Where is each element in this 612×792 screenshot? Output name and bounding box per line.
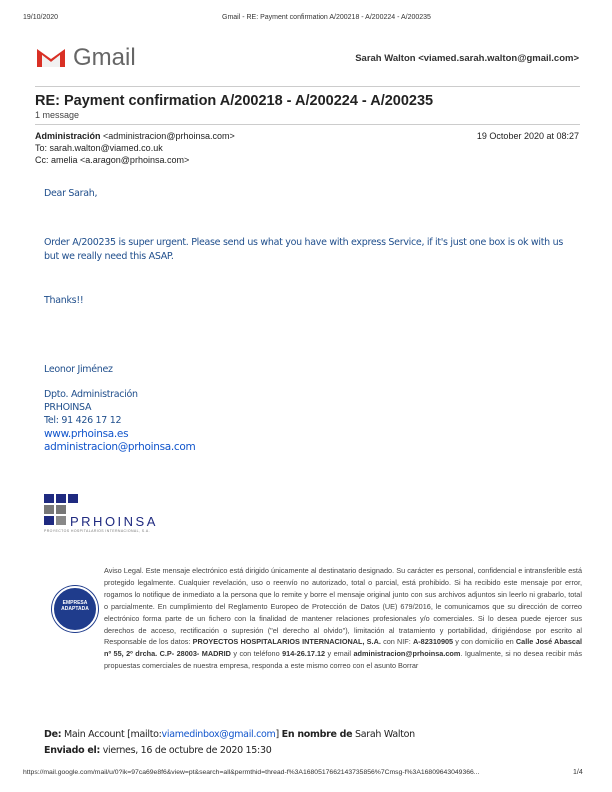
cc-line: Cc: amelia <a.aragon@prhoinsa.com> [35, 155, 190, 165]
legal-text: . Igualmente, si no desea recibir más propuestas comerciales de nuestra empresa, responda a este mismo correo con el asunto Borrar [104, 649, 583, 671]
signature-dept: Dpto. Administración [44, 389, 138, 400]
de-text: ] [275, 729, 279, 740]
divider [35, 86, 580, 87]
thanks: Thanks!! [44, 295, 84, 306]
sent-label: Enviado el: [44, 745, 100, 756]
legal-notice [104, 565, 582, 672]
greeting: Dear Sarah, [44, 188, 98, 199]
forward-sent [44, 745, 271, 756]
gmail-logo-text: Gmail [73, 44, 136, 71]
legal-company: PROYECTOS HOSPITALARIOS INTERNACIONAL, S.A. [192, 637, 381, 647]
de-text: Main Account [mailto: [63, 729, 162, 740]
signature-company: PRHOINSA [44, 402, 92, 413]
print-title: Gmail - RE: Payment confirmation A/200218 - A/200224 - A/200235 [222, 14, 431, 21]
sender-email: <administracion@prhoinsa.com> [103, 131, 235, 141]
message-count: 1 message [35, 110, 80, 120]
legal-text: con NIF: [383, 637, 411, 647]
on-behalf-name: Sarah Walton [355, 729, 415, 740]
prhoinsa-logo-subtext: PROYECTOS HOSPITALARIOS INTERNACIONAL, S.A. [44, 529, 150, 533]
signature-web-link[interactable]: www.prhoinsa.es [44, 428, 129, 440]
signature-tel: Tel: 91 426 17 12 [44, 415, 122, 426]
message-date: 19 October 2020 at 08:27 [476, 131, 579, 141]
divider [35, 124, 580, 125]
legal-text: y con domicilio en [455, 637, 514, 647]
to-line: To: sarah.walton@viamed.co.uk [35, 143, 163, 153]
print-url: https://mail.google.com/mail/u/0?ik=97ca69e8f6&view=pt&search=all&permthid=thread-f%3A1680517662143735856%7Cmsg-f%3A16809643049366... [23, 769, 480, 776]
legal-text: Aviso Legal. Este mensaje electrónico está dirigido únicamente al destinatario designado. Su carácter es personal, confidencial e intransferible está protegido legalmente. Cualquier revelación, uso o reenvío no autorizado, total o parcial, está prohibido. Si ha recibido este mensaje por error, rogamos lo notifique de inmediato a la persona que lo remite y borre el mensaje original junto con sus archivos adjuntos sin leerlo ni grabarlo, total o parcialmente. En cumplimiento del Reglamento Europeo de Protección de Datos (UE) 679/2016, le comunicamos que su dirección de correo electrónico forma parte de un fichero con la finalidad de mantener relaciones profesionales y/o comerciales. Si lo desea puede ejercer sus derechos de acceso, rectificación o supresión ("el derecho al olvido"), limitación al tratamiento y portabilidad, dirigiéndose por escrito al Responsable de los datos: [104, 566, 582, 647]
sent-date: viernes, 16 de octubre de 2020 15:30 [102, 745, 272, 756]
gmail-logo-icon [35, 45, 67, 69]
prhoinsa-logo-text: PRHOINSA [70, 514, 158, 529]
sender-name: Administración [35, 131, 101, 141]
de-label: De: [44, 729, 62, 740]
signature-email-link[interactable]: administracion@prhoinsa.com [44, 441, 196, 453]
account-label: Sarah Walton <viamed.sarah.walton@gmail.com> [355, 53, 579, 64]
legal-address: Calle José Abascal nº 55, 2º drcha. C.P- 28003- MADRID [104, 637, 583, 659]
mailto-link[interactable]: viamedinbox@gmail.com [161, 729, 276, 740]
forward-from [44, 729, 415, 740]
legal-nif: A-82310905 [412, 637, 454, 647]
on-behalf-label: En nombre de [281, 729, 353, 740]
subject: RE: Payment confirmation A/200218 - A/200224 - A/200235 [35, 93, 434, 109]
legal-phone: 914-26.17.12 [282, 649, 326, 659]
legal-email: administracion@prhoinsa.com [353, 649, 461, 659]
page-number: 1/4 [573, 769, 583, 776]
sender [35, 131, 235, 141]
body-paragraph: Order A/200235 is super urgent. Please send us what you have with express Service, if it's just one box is ok with us but we really need this ASAP. [44, 237, 563, 262]
legal-text: y con teléfono [233, 649, 280, 659]
signature-name: Leonor Jiménez [44, 364, 113, 375]
print-date: 19/10/2020 [23, 14, 59, 21]
legal-text: y email [327, 649, 352, 659]
empresa-adaptada-badge: EMPRESA ADAPTADA [52, 586, 98, 632]
